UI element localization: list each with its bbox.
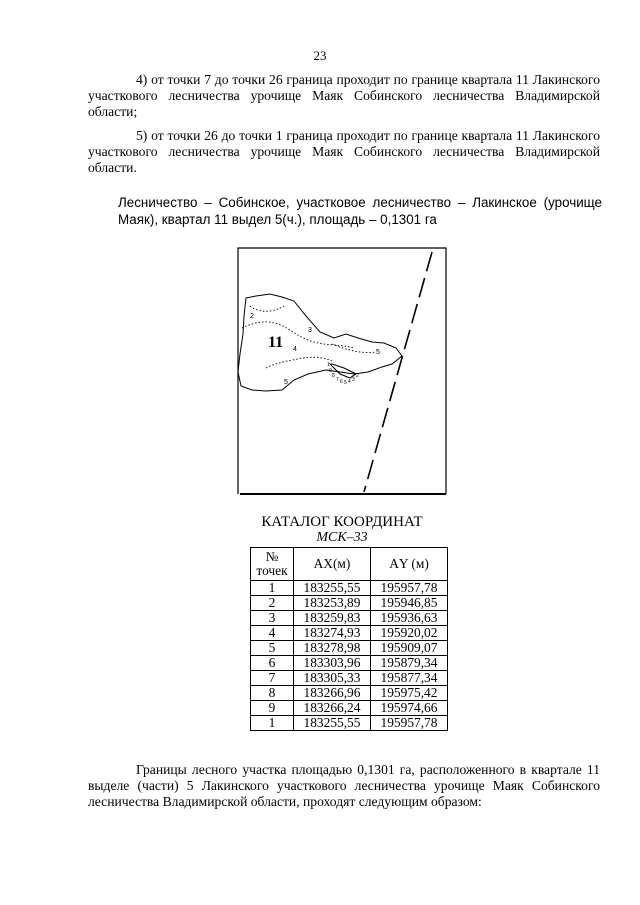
column-header-point: № точек	[251, 548, 294, 581]
ay-cell: 195957,78	[371, 581, 448, 596]
ay-cell: 195879,34	[371, 656, 448, 671]
coordinates-table	[250, 547, 448, 731]
point-number-cell: 1	[251, 581, 294, 596]
ax-cell: 183259,83	[294, 611, 371, 626]
ay-cell: 195877,34	[371, 671, 448, 686]
ax-cell: 183255,55	[294, 581, 371, 596]
ay-cell: 195975,42	[371, 686, 448, 701]
point-label: 2	[356, 373, 359, 379]
point-label: 1	[327, 362, 330, 368]
catalog-subtitle: МСК–33	[316, 530, 368, 545]
vydel-label: 5	[376, 349, 380, 356]
paragraph-item-4: 4) от точки 7 до точки 26 граница проходит по границе квартала 11 Лакинского участкового лесничества урочище Маяк Собинского лесничества Владимирской области;	[88, 72, 600, 119]
point-label: 4	[348, 379, 351, 385]
point-number-cell: 9	[251, 701, 294, 716]
ax-cell: 183274,93	[294, 626, 371, 641]
table-row	[251, 686, 448, 701]
point-number-cell: 2	[251, 596, 294, 611]
point-number-cell: 8	[251, 686, 294, 701]
column-header-ay: АY (м)	[371, 548, 448, 581]
table-row	[251, 611, 448, 626]
ax-cell: 183305,33	[294, 671, 371, 686]
ay-cell: 195936,63	[371, 611, 448, 626]
table-header-row	[251, 548, 448, 581]
table-row	[251, 716, 448, 731]
point-number-cell: 1	[251, 716, 294, 731]
vydel-label: 4	[293, 346, 297, 353]
point-number-cell: 4	[251, 626, 294, 641]
table-row	[251, 656, 448, 671]
point-label: 8	[332, 373, 335, 379]
catalog-title: КАТАЛОГ КООРДИНАТ	[261, 514, 423, 530]
vydel-boundary	[242, 322, 354, 348]
table-row	[251, 641, 448, 656]
point-number-cell: 3	[251, 611, 294, 626]
closing-paragraph: Границы лесного участка площадью 0,1301 га, расположенного в квартале 11 выделе (части) 5 Лакинского участкового лесничества урочище Маяк Собинского лесничества Владимирской области, проходят следующим образом:	[88, 762, 600, 809]
quarter-boundary-line	[364, 252, 432, 492]
point-number-cell: 5	[251, 641, 294, 656]
ax-cell: 183255,55	[294, 716, 371, 731]
ax-cell: 183253,89	[294, 596, 371, 611]
table-row	[251, 671, 448, 686]
quarter-outline	[238, 294, 402, 391]
table-row	[251, 581, 448, 596]
point-label: 3	[352, 377, 355, 383]
page-number: 23	[313, 48, 327, 63]
paragraph-item-5: 5) от точки 26 до точки 1 граница проходит по границе квартала 11 Лакинского участкового лесничества урочище Маяк Собинского лесничества Владимирской области.	[88, 128, 600, 175]
ay-cell: 195974,66	[371, 701, 448, 716]
point-number-cell: 7	[251, 671, 294, 686]
ax-cell: 183278,98	[294, 641, 371, 656]
vydel-label: 3	[308, 327, 312, 334]
table-row	[251, 626, 448, 641]
point-label: 5	[344, 380, 347, 386]
ay-cell: 195909,07	[371, 641, 448, 656]
point-label: 6	[340, 379, 343, 385]
ax-cell: 183303,96	[294, 656, 371, 671]
plot-info: Лесничество – Собинское, участковое лесничество – Лакинское (урочище Маяк), квартал 11 выдел 5(ч.), площадь – 0,1301 га	[118, 195, 602, 227]
plot-map	[236, 246, 456, 498]
column-header-ax: АХ(м)	[294, 548, 371, 581]
table-row	[251, 701, 448, 716]
point-label: 9	[329, 368, 332, 374]
vydel-boundary	[266, 357, 334, 368]
point-label: 7	[336, 377, 339, 383]
vydel-label: 2	[250, 313, 254, 320]
ay-cell: 195920,02	[371, 626, 448, 641]
ay-cell: 195946,85	[371, 596, 448, 611]
vydel-label: 5	[284, 379, 288, 386]
point-number-cell: 6	[251, 656, 294, 671]
table-row	[251, 596, 448, 611]
map-frame	[238, 248, 446, 494]
vydel-boundary	[250, 306, 284, 311]
ax-cell: 183266,24	[294, 701, 371, 716]
ay-cell: 195957,78	[371, 716, 448, 731]
quarter-label: 11	[268, 334, 284, 351]
ax-cell: 183266,96	[294, 686, 371, 701]
